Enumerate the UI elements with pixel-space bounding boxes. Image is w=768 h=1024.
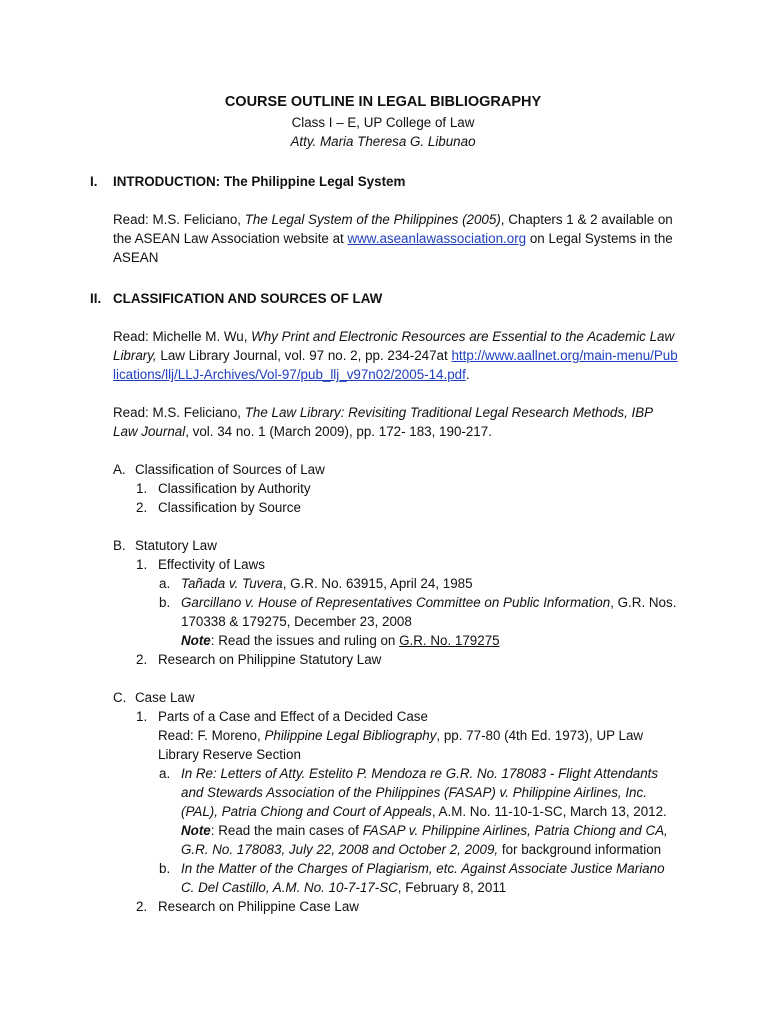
- list-item-text: Parts of a Case and Effect of a Decided Case: [158, 709, 428, 724]
- list-item: [113, 555, 678, 574]
- subsection-b-title: Statutory Law: [135, 538, 217, 553]
- reading-title: The Legal System of the Philippines (2005): [244, 212, 501, 227]
- list-item-text: Classification by Source: [158, 500, 301, 515]
- reading-author: Read: F. Moreno,: [158, 728, 265, 743]
- reading-details: Law Library Journal, vol. 97 no. 2, pp. 234-247at: [156, 348, 452, 363]
- list-marker: 1.: [136, 481, 148, 496]
- document-subtitle: Class I – E, UP College of Law: [291, 115, 475, 130]
- case-item: [113, 593, 678, 650]
- note-reference: G.R. No. 179275: [399, 633, 500, 648]
- list-marker: 2.: [136, 652, 148, 667]
- reading-title: Why Print and Electronic Resources are Essential to the Academic Law Library,: [113, 329, 675, 363]
- reading-title: Philippine Legal Bibliography: [264, 728, 437, 743]
- reading-details: , Chapters 1 & 2 available on the ASEAN Law Association website at: [113, 212, 673, 246]
- subsection-c: [113, 688, 678, 707]
- note-cases: FASAP v. Philippine Airlines, Patria Chiong and CA, G.R. No. 178083, July 22, 2008 and October 2, 2009,: [181, 823, 668, 857]
- case-citation: , G.R. Nos. 170338 & 179275, December 23, 2008: [181, 595, 677, 629]
- section-2-heading: [90, 289, 678, 308]
- list-marker: 2.: [136, 899, 148, 914]
- list-item: [113, 479, 678, 498]
- list-marker: C.: [113, 690, 127, 705]
- list-marker: A.: [113, 462, 126, 477]
- case-item: [113, 574, 678, 593]
- reading-details: , pp. 77-80 (4th Ed. 1973), UP Law Library Reserve Section: [158, 728, 644, 762]
- case-item: [113, 859, 678, 897]
- list-item-text: Research on Philippine Statutory Law: [158, 652, 382, 667]
- list-item-text: Effectivity of Laws: [158, 557, 265, 572]
- note-label: Note: [181, 823, 211, 838]
- list-item: [113, 650, 678, 669]
- aallnet-article-link[interactable]: http://www.aallnet.org/main-menu/Publications/llj/LLJ-Archives/Vol-97/pub_llj_v97n02/2005-14.pdf: [113, 348, 678, 382]
- list-item: [113, 707, 678, 764]
- subsection-c-title: Case Law: [135, 690, 195, 705]
- case-title: Tañada v. Tuvera: [181, 576, 283, 591]
- section-1-reading: [113, 210, 678, 267]
- note-suffix: for background information: [498, 842, 662, 857]
- asean-law-association-link[interactable]: www.aseanlawassociation.org: [347, 231, 527, 246]
- reading-details: , vol. 34 no. 1 (March 2009), pp. 172- 183, 190-217.: [185, 424, 492, 439]
- case-citation: , A.M. No. 11-10-1-SC, March 13, 2012.: [431, 804, 667, 819]
- list-item-text: Classification by Authority: [158, 481, 311, 496]
- note-text: : Read the issues and ruling on: [210, 633, 400, 648]
- case-title: Garcillano v. House of Representatives Committee on Public Information: [181, 595, 611, 610]
- section-1-number: I.: [90, 174, 98, 189]
- list-marker: b.: [159, 861, 171, 876]
- list-marker: a.: [159, 766, 171, 781]
- section-2-reading-1: [113, 327, 678, 384]
- list-marker: 2.: [136, 500, 148, 515]
- case-citation: , G.R. No. 63915, April 24, 1985: [282, 576, 473, 591]
- section-2-number: II.: [90, 291, 102, 306]
- section-1-title: INTRODUCTION: The Philippine Legal System: [113, 174, 406, 189]
- subsection-a: [113, 460, 678, 479]
- reading-title: The Law Library: Revisiting Traditional Legal Research Methods, IBP Law Journal: [113, 405, 653, 439]
- section-2-reading-2: [113, 403, 678, 441]
- reading-author: Read: M.S. Feliciano,: [113, 212, 245, 227]
- note-label: Note: [181, 633, 211, 648]
- list-item: [113, 897, 678, 916]
- reading-author: Read: M.S. Feliciano,: [113, 405, 245, 420]
- reading-suffix: .: [465, 367, 470, 382]
- list-item-text: Research on Philippine Case Law: [158, 899, 359, 914]
- list-item: [113, 498, 678, 517]
- subsection-b: [113, 536, 678, 555]
- note-text: : Read the main cases of: [210, 823, 363, 838]
- case-title: In the Matter of the Charges of Plagiarism, etc. Against Associate Justice Mariano C. Del Castillo, A.M. No. 10-7-17-SC: [181, 861, 665, 895]
- list-marker: 1.: [136, 709, 148, 724]
- document-author: Atty. Maria Theresa G. Libunao: [290, 134, 476, 149]
- section-1-heading: [90, 172, 678, 191]
- list-marker: a.: [159, 576, 171, 591]
- document-header: [88, 92, 678, 151]
- section-2-title: CLASSIFICATION AND SOURCES OF LAW: [113, 291, 383, 306]
- list-marker: 1.: [136, 557, 148, 572]
- reading-suffix: on Legal Systems in the ASEAN: [113, 231, 673, 265]
- list-marker: b.: [159, 595, 171, 610]
- subsection-a-title: Classification of Sources of Law: [135, 462, 325, 477]
- case-title: In Re: Letters of Atty. Estelito P. Mendoza re G.R. No. 178083 - Flight Attendants and Stewards Association of the Philippines (FASAP) v. Philippine Airlines, Inc. (PAL), Patria Chiong and Court of Appeals: [181, 766, 659, 819]
- list-marker: B.: [113, 538, 126, 553]
- case-citation: , February 8, 2011: [397, 880, 507, 895]
- case-item: [113, 764, 678, 859]
- document-title: COURSE OUTLINE IN LEGAL BIBLIOGRAPHY: [224, 94, 542, 110]
- reading-author: Read: Michelle M. Wu,: [113, 329, 252, 344]
